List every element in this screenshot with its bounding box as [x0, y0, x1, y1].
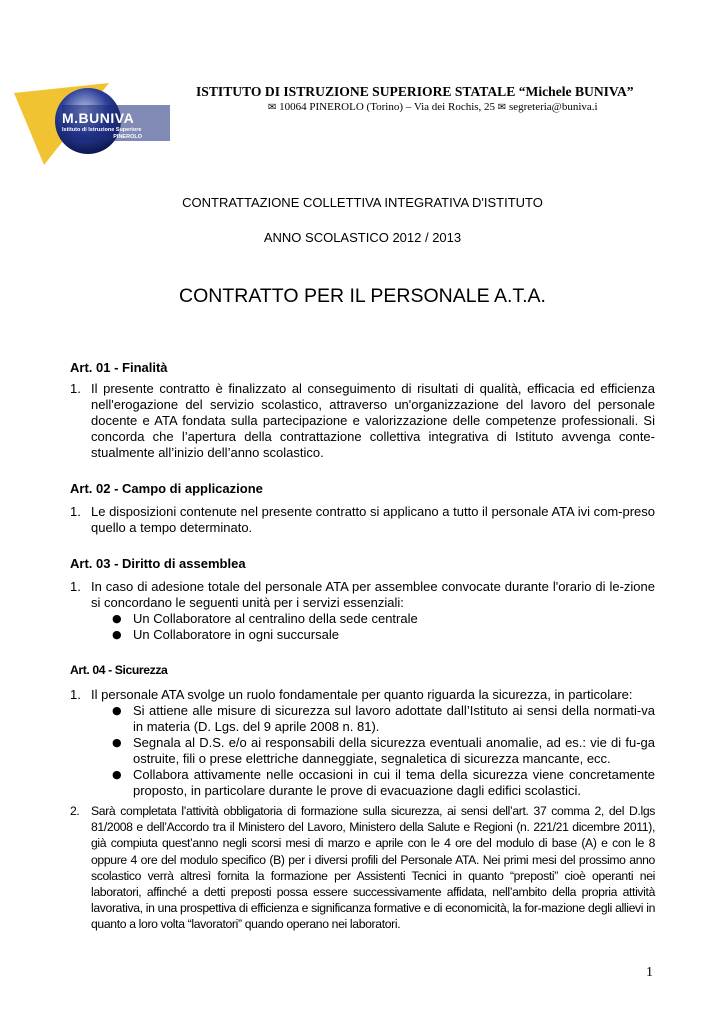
document-heading: CONTRATTAZIONE COLLETTIVA INTEGRATIVA D'ISTITUTO	[182, 195, 543, 210]
paragraph-text: Il presente contratto è finalizzato al conseguimento di risultati di qualità, efficacia ed efficienza nell'erogazione del servizio scolastico, attraverso un'organizzazione del lavoro del personale docente e ATA fondata sulla partecipazione e valorizzazione delle competenze professionali. Si concorda che l’apertura della contrattazione collettiva integrativa di Istituto avvenga conte-stualmente all’inizio dell’anno scolastico.	[91, 381, 655, 460]
document-title: CONTRATTO PER IL PERSONALE A.T.A.	[179, 285, 546, 307]
paragraph-number: 2.	[70, 804, 80, 818]
paragraph-text: Le disposizioni contenute nel presente contratto si applicano a tutto il personale ATA ivi com-preso quello a tempo determinato.	[91, 504, 655, 535]
article-heading: Art. 04 - Sicurezza	[70, 663, 168, 677]
bullet-icon: ●	[112, 627, 122, 641]
article-heading: Art. 02 - Campo di applicazione	[70, 481, 263, 496]
envelope-icon: ✉	[268, 102, 277, 113]
address-text: 10064 PINEROLO (Torino) – Via dei Rochis, 25	[279, 101, 496, 113]
bullet-list	[91, 611, 655, 643]
email-icon: ✉	[497, 102, 507, 113]
paragraph-number: 1.	[70, 579, 81, 594]
paragraph-text: Il personale ATA svolge un ruolo fondamentale per quanto riguarda la sicurezza, in particolare:	[91, 687, 633, 702]
school-year: ANNO SCOLASTICO 2012 / 2013	[263, 230, 462, 245]
paragraph-text: Sarà completata l’attività obbligatoria di formazione sulla sicurezza, ai sensi dell’art. 37 comma 2, del D.lgs 81/2008 e dell’Accordo tra il Ministero del Lavoro, Ministero della Salute e Regioni (n. 221/21 dicembre 2011), già compiuta quest’anno negli scorsi mesi di marzo e aprile con le 4 ore del modulo di base (A) e con le 8 oppure 4 ore del modulo specifico (B) per i diversi profili del Personale ATA. Nei primi mesi del prossimo anno scolastico verrà altresì fornita la formazione per Assistenti Tecnici in quanto “preposti” cioè operanti nei laboratori, affinché a detti preposti possa essere successivamente affidata, nell’ambito della propria attività lavorativa, in una prospettiva di efficienza e significanza formative e di economicità, la for-mazione degli allievi in quanto a loro volta “lavoratori” quando operano nei laboratori.	[91, 804, 655, 932]
paragraph-text: In caso di adesione totale del personale ATA per assemblee convocate durante l'orario di le-zione si concordano le seguenti unità per i servizi essenziali:	[91, 579, 655, 610]
bullet-list	[91, 703, 655, 798]
article-heading: Art. 01 - Finalità	[70, 360, 168, 375]
article-paragraph	[70, 504, 655, 536]
article-paragraph	[70, 803, 655, 933]
bullet-icon: ●	[112, 612, 122, 625]
paragraph-number: 1.	[70, 381, 81, 396]
institute-address-line	[268, 101, 598, 113]
article-paragraph	[70, 381, 655, 461]
paragraph-number: 1.	[70, 687, 81, 702]
list-item: ● Collabora attivamente nelle occasioni in cui il tema della sicurezza viene concretamente proposto, in particolare durante le prove di evacuazione dagli edifici scolastici.	[112, 766, 655, 798]
logo-name: M.BUNIVA	[62, 110, 135, 126]
institute-name: ISTITUTO DI ISTRUZIONE SUPERIORE STATALE “Michele BUNIVA”	[196, 84, 634, 99]
article-paragraph	[70, 687, 655, 703]
list-item: ● Si attiene alle misure di sicurezza sul lavoro adottate dall’Istituto ai sensi della normati-va in materia (D. Lgs. del 9 aprile 2008 n. 81).	[112, 703, 655, 734]
bullet-icon: ●	[112, 767, 122, 781]
article-paragraph	[70, 579, 655, 611]
bullet-icon: ●	[112, 704, 122, 717]
article-heading: Art. 03 - Diritto di assemblea	[70, 556, 246, 571]
paragraph-number: 1.	[70, 504, 81, 519]
list-item: ● Un Collaboratore al centralino della sede centrale	[112, 611, 418, 626]
page-number: 1	[646, 965, 653, 980]
list-item: ● Segnala al D.S. e/o ai responsabili della sicurezza eventuali anomalie, ad es.: vie di fu-ga ostruite, fili o prese elettriche danneggiate, segnaletica di sicurezza mancante, ecc.	[112, 734, 655, 766]
bullet-icon: ●	[112, 735, 122, 749]
list-item: ● Un Collaboratore in ogni succursale	[112, 626, 339, 642]
email-text: segreteria@buniva.i	[508, 101, 598, 113]
logo-subtitle: Istituto di Istruzione Superiore	[62, 127, 142, 133]
logo-city: PINEROLO	[113, 134, 142, 140]
